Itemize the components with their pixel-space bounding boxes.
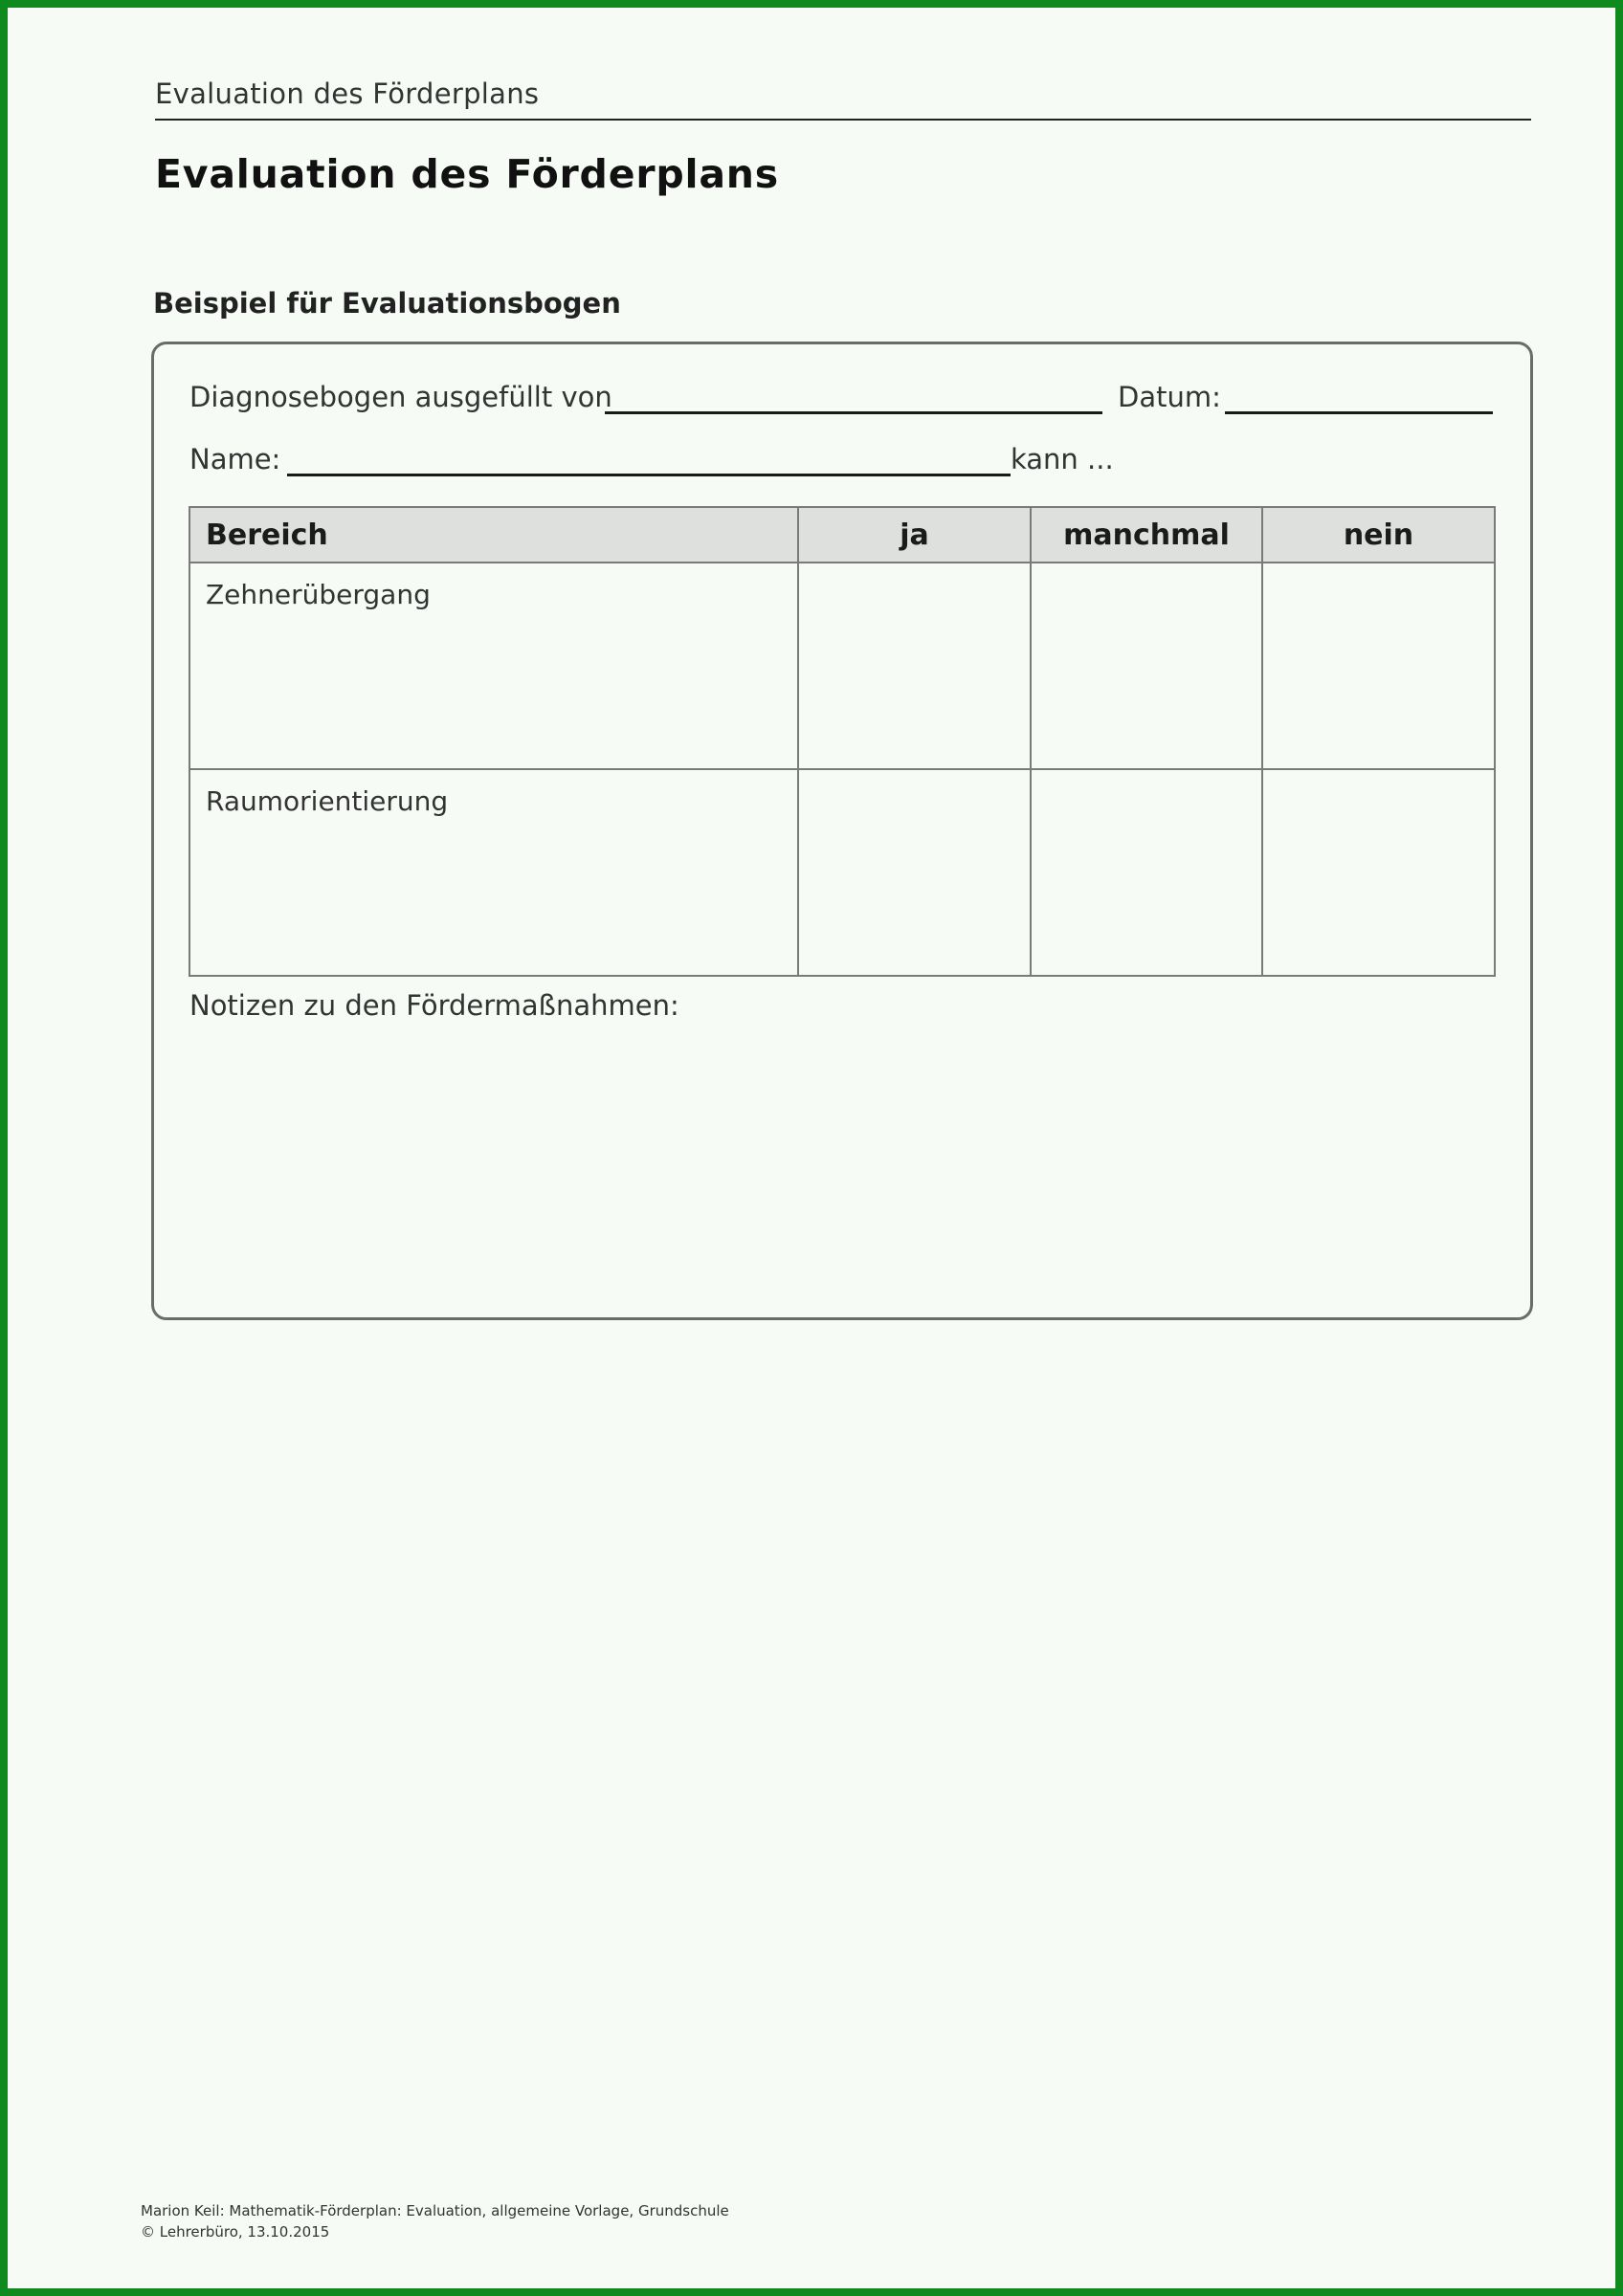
name-label: Name: [189,443,281,475]
header-nein: nein [1262,507,1495,563]
table-row [189,563,1495,769]
area-cell: Zehnerübergang [189,563,798,769]
header-bereich: Bereich [189,507,798,563]
name-fill-line[interactable] [287,474,1011,476]
footer-line-copyright: © Lehrerbüro, 13.10.2015 [141,2223,330,2241]
date-fill-line[interactable] [1225,411,1493,414]
ja-cell[interactable] [798,563,1031,769]
section-subtitle: Beispiel für Evaluationsbogen [153,287,621,320]
running-header: Evaluation des Förderplans [155,75,1531,121]
kann-label: kann ... [1011,443,1114,475]
page-footer [141,2200,729,2242]
evaluation-table [189,506,1496,977]
area-cell: Raumorientierung [189,769,798,976]
header-manchmal: manchmal [1031,507,1262,563]
diagnosis-fill-line[interactable] [605,411,1102,414]
date-label: Datum: [1118,381,1221,413]
ja-cell[interactable] [798,769,1031,976]
manchmal-cell[interactable] [1031,769,1262,976]
table-header-row [189,507,1495,563]
notes-label: Notizen zu den Fördermaßnahmen: [189,989,679,1022]
footer-line-author: Marion Keil: Mathematik-Förderplan: Evaluation, allgemeine Vorlage, Grundschule [141,2202,729,2219]
table-row [189,769,1495,976]
nein-cell[interactable] [1262,563,1495,769]
page-title: Evaluation des Förderplans [155,151,779,197]
diagnosis-label: Diagnosebogen ausgefüllt von [189,381,612,413]
manchmal-cell[interactable] [1031,563,1262,769]
nein-cell[interactable] [1262,769,1495,976]
header-ja: ja [798,507,1031,563]
